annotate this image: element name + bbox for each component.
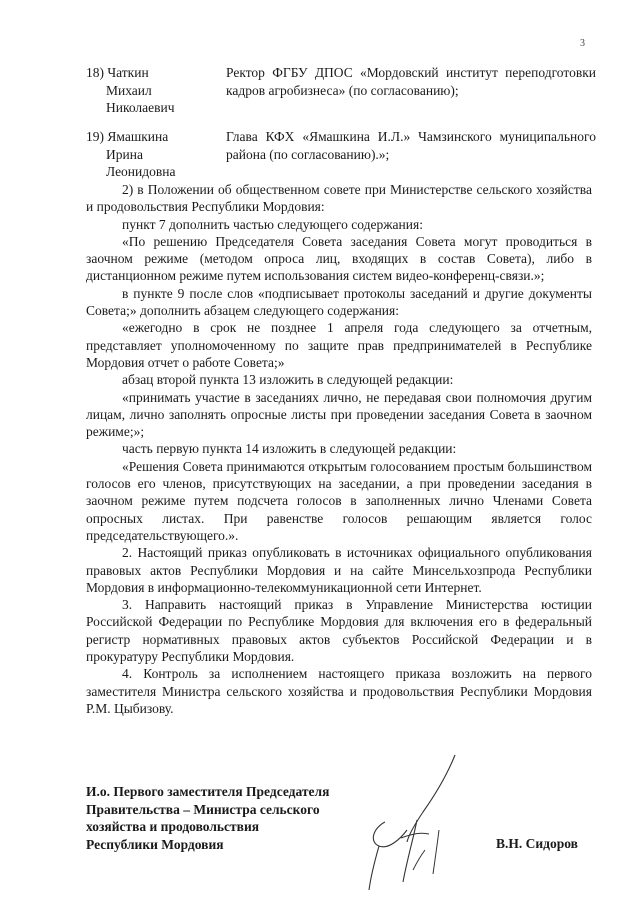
paragraph: в пункте 9 после слов «подписывает протоколы заседаний и другие документы Совета;» дополнить абзацем следующего содержания: — [86, 285, 592, 319]
paragraph: 2) в Положении об общественном совете при Министерстве сельского хозяйства и продовольствия Республики Мордовия: — [86, 182, 592, 215]
paragraph: 2. Настоящий приказ опубликовать в источниках официального опубликования правовых актов Республики Мордовия и на сайте Минсельхозпрода Республики Мордовия в информационно-телекоммуникационной сети Интернет. — [86, 545, 592, 595]
paragraph: «Решения Совета принимаются открытым голосованием простым большинством голосов его членов, присутствующих на заседании, а при проведении заседания в заочном режиме путем подсчета голосов в заполненных лично Членами Совета опросных листах. При равенстве голосов решающим является голос председательствующего.». — [86, 458, 592, 543]
paragraph: «По решению Председателя Совета заседания Совета могут проводиться в заочном режиме (методом опроса лиц, входящих в состав Совета), либо в дистанционном режиме путем использования систем видео-конференц-связи.»; — [86, 233, 592, 284]
signatory-name: В.Н. Сидоров — [496, 836, 578, 851]
member-name-line: 19) Ямашкина — [86, 129, 169, 144]
paragraph: «принимать участие в заседаниях лично, не передавая свои полномочия другим лицам, лично заполнять опросные листы при проведении заседания Совета в заочном режиме;»; — [86, 389, 592, 440]
paragraph: часть первую пункта 14 изложить в следующей редакции: — [122, 441, 457, 457]
paragraph: 4. Контроль за исполнением настоящего приказа возложить на первого заместителя Министра сельского хозяйства и продовольствия Республики Мордовия Р.М. Цыбизову. — [86, 666, 592, 716]
handwritten-signature — [355, 750, 475, 895]
document-body — [86, 181, 592, 717]
paragraph: 3. Направить настоящий приказ в Управление Министерства юстиции Российской Федерации по Республике Мордовия для включения его в федеральный регистр нормативных правовых актов субъектов Российской Федерации и в прокуратуру Республики Мордовия. — [86, 597, 592, 665]
signatory-title-line: Правительства – Министра сельского — [86, 801, 320, 817]
member-role: Ректор ФГБУ ДПОС «Мордовский институт переподготовки кадров агробизнеса» (по согласованию); — [226, 65, 596, 98]
paragraph: пункт 7 дополнить частью следующего содержания: — [122, 216, 423, 232]
page-number: 3 — [580, 38, 585, 49]
member-name-line: Леонидовна — [106, 164, 176, 179]
paragraph: абзац второй пункта 13 изложить в следующей редакции: — [122, 372, 454, 388]
signatory-title-line: И.о. Первого заместителя Председателя — [86, 784, 330, 799]
member-name — [86, 64, 216, 117]
signatory-title — [86, 783, 386, 853]
member-name-line: Ирина — [106, 146, 143, 162]
member-name-line: Николаевич — [106, 100, 175, 115]
member-role: Глава КФХ «Ямашкина И.Л.» Чамзинского муниципального района (по согласованию).»; — [226, 129, 596, 162]
member-name-line: Михаил — [106, 82, 152, 98]
signatory-title-line: Республики Мордовия — [86, 836, 224, 852]
paragraph: «ежегодно в срок не позднее 1 апреля года следующего за отчетным, представляет уполномоченному по защите прав предпринимателей в Республике Мордовия отчет о работе Совета;» — [86, 320, 592, 370]
member-name — [86, 128, 216, 181]
signatory-title-line: хозяйства и продовольствия — [86, 819, 260, 834]
member-name-line: 18) Чаткин — [86, 65, 149, 80]
